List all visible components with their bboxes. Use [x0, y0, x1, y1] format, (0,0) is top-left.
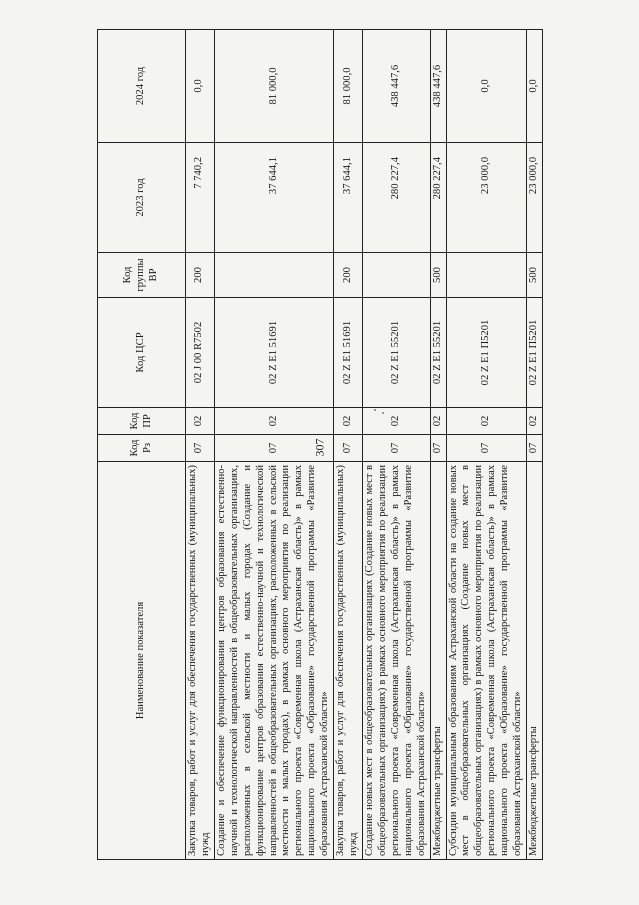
row-name: Закупка товаров, работ и услуг для обеспечения государственных (муниципальных) нужд: [334, 462, 363, 860]
row-csr: 02 Z E1 51691: [334, 298, 363, 408]
row-2024: 0,0: [446, 30, 527, 143]
row-2023: 23 000,0: [446, 143, 527, 253]
page-number: 307: [312, 438, 327, 457]
row-rz: 07: [334, 435, 363, 462]
row-2024: 438 447,6: [430, 30, 446, 143]
row-vr: [214, 253, 333, 298]
header-2023: 2023 год: [98, 143, 186, 253]
row-vr: 200: [186, 253, 215, 298]
row-csr: 02 J 00 R7502: [186, 298, 215, 408]
row-2023: 37 644,1: [214, 143, 333, 253]
row-2023: 280 227,4: [430, 143, 446, 253]
row-vr: [362, 253, 430, 298]
header-pr: Код ПР: [98, 408, 186, 435]
table-row: [446, 30, 527, 860]
row-2023: 37 644,1: [334, 143, 363, 253]
header-2024: 2024 год: [98, 30, 186, 143]
row-pr: 02: [214, 408, 333, 435]
row-rz: 07: [362, 435, 430, 462]
row-name: Субсидии муниципальным образованиям Астраханской области на создание новых мест в общеобразовательных организациях (Создание новых мест в общеобразовательных организациях) в рамках основного мероприятия по реализации регионального проекта «Современная школа (Астраханская область)» в рамках национального проекта «Образование» государственной программы «Развитие образования Астраханской области»: [446, 462, 527, 860]
row-rz: 07: [214, 435, 333, 462]
row-csr: 02 Z E1 П5201: [446, 298, 527, 408]
row-2023: 280 227,4: [362, 143, 430, 253]
header-name: Наименование показателя: [98, 462, 186, 860]
row-vr: 200: [334, 253, 363, 298]
budget-table: [97, 29, 543, 860]
table-row: [362, 30, 430, 860]
row-2024: 81 000,0: [334, 30, 363, 143]
row-2024: 438 447,6: [362, 30, 430, 143]
row-pr: 02: [334, 408, 363, 435]
header-rz: Код Рз: [98, 435, 186, 462]
row-name: Межбюджетные трансферты: [430, 462, 446, 860]
row-name: Межбюджетные трансферты: [527, 462, 543, 860]
row-2023: 7 740,2: [186, 143, 215, 253]
row-2024: 0,0: [527, 30, 543, 143]
row-pr: 02: [446, 408, 527, 435]
row-rz: 07: [430, 435, 446, 462]
table-row: [214, 30, 333, 860]
table-row: [527, 30, 543, 860]
row-vr: 500: [527, 253, 543, 298]
row-rz: 07: [186, 435, 215, 462]
row-vr: 500: [430, 253, 446, 298]
table-row: [430, 30, 446, 860]
row-csr: 02 Z E1 51691: [214, 298, 333, 408]
row-pr: 02: [362, 408, 430, 435]
row-csr: 02 Z E1 П5201: [527, 298, 543, 408]
row-2024: 0,0: [186, 30, 215, 143]
header-vr: Код группы ВР: [98, 253, 186, 298]
row-csr: 02 Z E1 55201: [430, 298, 446, 408]
row-pr: 02: [430, 408, 446, 435]
row-rz: 07: [527, 435, 543, 462]
row-rz: 07: [446, 435, 527, 462]
row-pr: 02: [527, 408, 543, 435]
table-row: [186, 30, 215, 860]
header-csr: Код ЦСР: [98, 298, 186, 408]
row-name: Создание и обеспечение функционирования центров образования естественно-научной и технологической направленностей в общеобразовательных организациях, расположенных в сельской местности и малых городах (Создание и функционирование центров образования естественно-научной и технологической направленностей в общеобразовательных организациях, расположенных в сельской местности и малых городах), в рамках основного мероприятия по реализации регионального проекта «Современная школа (Астраханская область)» в рамках национального проекта «Образование» государственной программы «Развитие образования Астраханской области»: [214, 462, 333, 860]
row-name: Создание новых мест в общеобразовательных организациях (Создание новых мест в общеобразовательных организациях) в рамках основного мероприятия по реализации регионального проекта «Современная школа (Астраханская область)» в рамках национального проекта «Образование» государственной программы «Развитие образования Астраханской области»: [362, 462, 430, 860]
table-header-row: [98, 30, 186, 860]
row-csr: 02 Z E1 55201: [362, 298, 430, 408]
row-name: Закупка товаров, работ и услуг для обеспечения государственных (муниципальных) нужд: [186, 462, 215, 860]
row-2023: 23 000,0: [527, 143, 543, 253]
row-2024: 81 000,0: [214, 30, 333, 143]
rotated-table-container: [97, 30, 557, 860]
row-pr: 02: [186, 408, 215, 435]
row-vr: [446, 253, 527, 298]
table-row: [334, 30, 363, 860]
